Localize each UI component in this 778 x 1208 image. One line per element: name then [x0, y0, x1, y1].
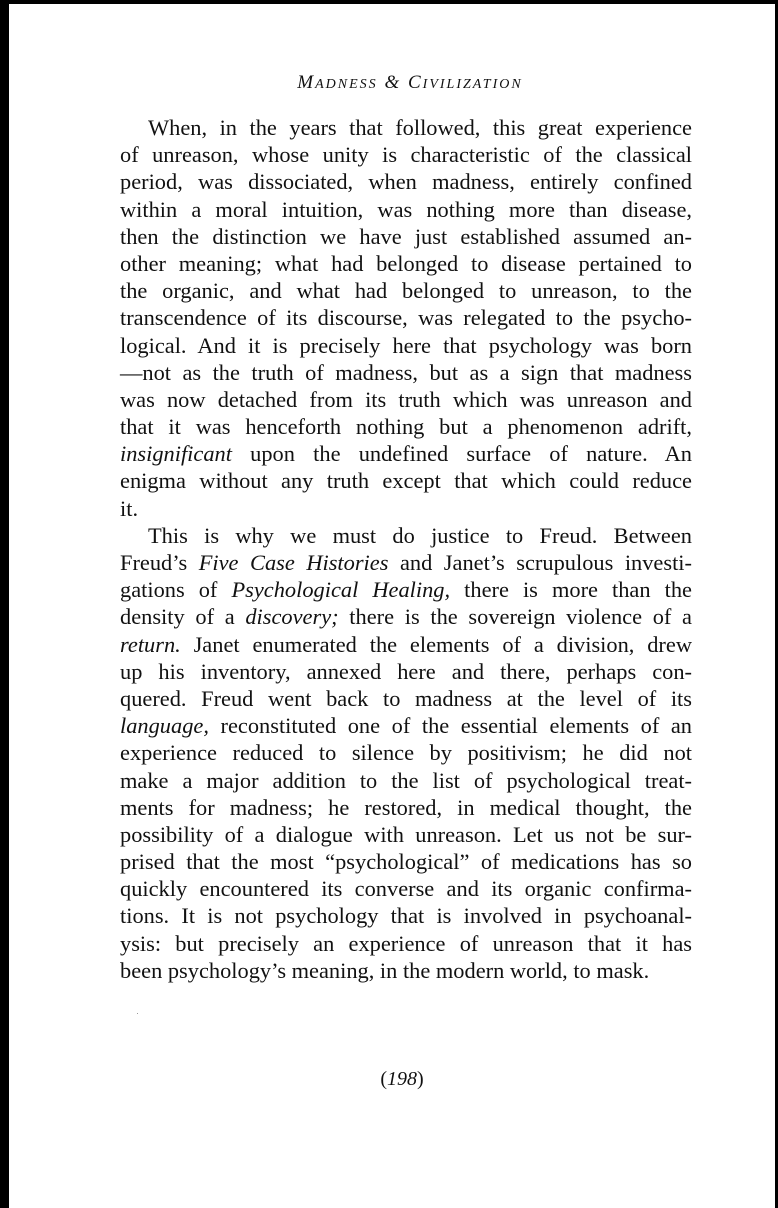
p2-line: ysis: but precisely an experience of unreason that it has [120, 930, 692, 956]
p1-line: that it was henceforth nothing but a phenomenon adrift, [120, 414, 692, 440]
running-head-rest-2: IVILIZATION [422, 77, 523, 92]
p1-line: the organic, and what had belonged to unreason, to the [120, 278, 692, 304]
emphasis-return: return. [120, 631, 181, 657]
page-number-close-paren: ) [417, 1068, 424, 1090]
page-number [0, 1068, 778, 1091]
p2-text: Janet enumerated the elements of a division, drew [180, 631, 692, 657]
p1-line [120, 440, 692, 467]
p1-line: then the distinction we have just established assumed an- [120, 223, 692, 249]
p2-line-last: been psychology’s meaning, in the modern world, to mask. [120, 957, 650, 983]
p1-line: was now detached from its truth which was unreason and [120, 386, 692, 412]
p2-line: possibility of a dialogue with unreason. Let us not be sur- [120, 821, 692, 847]
p1-line: enigma without any truth except that which could reduce [120, 468, 692, 494]
page-number-open-paren: ( [380, 1068, 387, 1090]
p1-line: period, was dissociated, when madness, entirely confined [120, 169, 692, 195]
p2-line: ments for madness; he restored, in medical thought, the [120, 794, 692, 820]
title-five-case-histories: Five Case Histories [198, 550, 389, 575]
scan-top-border [0, 0, 778, 4]
p2-line: tions. It is not psychology that is involved in psychoanal- [120, 903, 692, 929]
p2-text: reconstituted one of the essential elements of an [208, 713, 692, 739]
p2-line: up his inventory, annexed here and there, perhaps con- [120, 658, 692, 684]
p2-line [120, 576, 692, 603]
p1-line: When, in the years that followed, this great experience [148, 115, 692, 140]
page-number-value: 198 [387, 1068, 417, 1090]
body-text [120, 114, 692, 984]
running-head [0, 72, 778, 94]
p1-line: —not as the truth of madness, but as a sign that madness [120, 359, 692, 385]
p1-line: logical. And it is precisely here that psychology was born [120, 332, 692, 358]
p2-line [120, 631, 692, 658]
p1-line: within a moral intuition, was nothing more than disease, [120, 196, 692, 222]
running-head-initial-2: C [407, 72, 423, 93]
running-head-rest-1: ADNESS [315, 77, 378, 92]
emphasis-language: language, [120, 713, 209, 739]
p2-line [120, 549, 692, 576]
p1-line-last: it. [120, 495, 139, 521]
p2-line [120, 712, 692, 739]
p2-text: density of a [120, 604, 246, 630]
p1-line-rest: upon the undefined surface of nature. An [231, 441, 692, 467]
emphasis-discovery: discovery; [245, 604, 339, 630]
p1-line: other meaning; what had belonged to disease pertained to [120, 250, 692, 276]
p2-line: experience reduced to silence by positivism; he did not [120, 740, 692, 766]
running-head-ampersand: & [384, 72, 402, 93]
p2-line: quered. Freud went back to madness at the level of its [120, 685, 692, 711]
emphasis-insignificant: insignificant [120, 441, 232, 467]
scan-left-border [0, 0, 9, 1208]
p2-text: there is the sovereign violence of a [338, 604, 692, 630]
title-psychological-healing: Psychological Healing, [231, 577, 451, 603]
p2-line: quickly encountered its converse and its organic confirma- [120, 876, 692, 902]
p2-line: prised that the most “psychological” of medications has so [120, 849, 692, 875]
p2-line [120, 603, 692, 630]
p1-line: of unreason, whose unity is characteristic of the classical [120, 142, 692, 168]
scan-speck [137, 1013, 138, 1014]
p2-text: and Janet’s scrupulous investi- [388, 550, 692, 575]
p2-line: make a major addition to the list of psychological treat- [120, 767, 692, 793]
p2-text: Freud’s [120, 550, 199, 575]
running-head-initial-1: M [297, 72, 316, 93]
p1-line: transcendence of its discourse, was relegated to the psycho- [120, 305, 692, 331]
p2-text: gations of [120, 577, 232, 603]
p2-text: there is more than the [450, 577, 692, 603]
p2-line: This is why we must do justice to Freud. Between [148, 522, 692, 548]
